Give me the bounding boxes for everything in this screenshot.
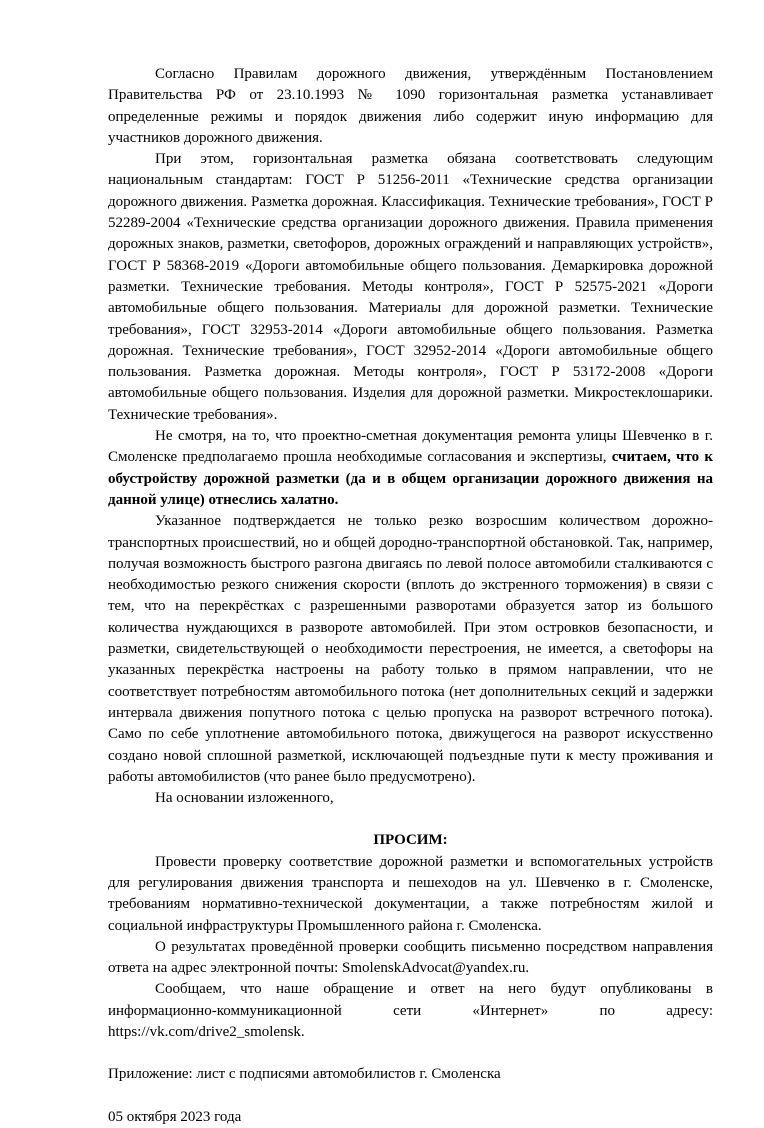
- attachment-note: Приложение: лист с подписями автомобилистов г. Смоленска: [108, 1066, 501, 1083]
- request-heading: ПРОСИМ:: [373, 832, 448, 849]
- negligence-normal-text: Не смотря, на то, что проектно-сметная документация ремонта улицы Шевченко в г. Смоленске предполагаемо прошла необходимые согласования и экспертизы,: [108, 428, 713, 466]
- paragraph-request-check: Провести проверку соответствие дорожной разметки и вспомогательных устройств для регулирования движения транспорта и пешеходов на ул. Шевченко в г. Смоленске, требованиям нормативно-технической документации, а также потребностям жилой и социальной инфраструктуры Промышленного района г. Смоленска.: [108, 853, 713, 934]
- paragraph-intro: Согласно Правилам дорожного движения, утверждённым Постановлением Правительства РФ от 23.10.1993 № 1090 горизонтальная разметка устанавливает определенные режимы и порядок движения либо содержит иную информацию для участников дорожного движения.: [108, 66, 713, 146]
- document-page: [108, 64, 713, 1128]
- negligence-bold-claim: считаем, что к обустройству дорожной разметки (да и в общем организации дорожного движения на данной улице) отнеслись халатно.: [108, 449, 713, 508]
- paragraph-request-reply: О результатах проведённой проверки сообщить письменно посредством направления ответа на адрес электронной почты: SmolenskAdvocat@yandex.ru.: [108, 938, 713, 977]
- paragraph-publication: Сообщаем, что наше обращение и ответ на него будут опубликованы в информационно-коммуникационной сети «Интернет» по адресу: https://vk.com/drive2_smolensk.: [108, 981, 713, 1041]
- paragraph-standards: При этом, горизонтальная разметка обязана соответствовать следующим национальным стандартам: ГОСТ Р 51256-2011 «Технические средства организации дорожного движения. Разметка дорожная. Классификация. Технические требования», ГОСТ Р 52289-2004 «Технические средства организации дорожного движения. Правила применения дорожных знаков, разметки, светофоров, дорожных ограждений и направляющих устройств», ГОСТ Р 58368-2019 «Дороги автомобильные общего пользования. Демаркировка дорожной разметки. Технические требования. Методы контроля», ГОСТ Р 52575-2021 «Дороги автомобильные общего пользования. Материалы для дорожной разметки. Технические требования», ГОСТ 32953-2014 «Дороги автомобильные общего пользования. Разметка дорожная. Технические требования», ГОСТ 32952-2014 «Дороги автомобильные общего пользования. Разметка дорожная. Методы контроля», ГОСТ Р 53172-2008 «Дороги автомобильные общего пользования. Изделия для дорожной разметки. Микростеклошарики. Технические требования».: [108, 151, 713, 423]
- paragraph-negligence: [108, 426, 713, 511]
- document-date: 05 октября 2023 года: [108, 1108, 242, 1125]
- paragraph-basis: На основании изложенного,: [155, 790, 334, 807]
- paragraph-evidence: Указанное подтверждается не только резко возросшим количеством дорожно-транспортных происшествий, но и общей дородно-транспортной обстановкой. Так, например, получая возможность быстрого разгона двигаясь по левой полосе автомобили сталкиваются с необходимостью резкого снижения скорости (вплоть до экстренного торможения) в связи с тем, что на перекрёстках с разрешенными разворотами образуется затор из большого количества нуждающихся в развороте автомобилей. При этом островков безопасности, и разметки, свидетельствующей о необходимости перестроения, не имеется, а светофоры на указанных перекрёстка настроены на работу только в прямом направлении, что не соответствует потребностям автомобильного потока (нет дополнительных секций и задержки интервала движения попутного потока с целью пропуска на разворот встречного потока). Само по себе уплотнение автомобильного потока, движущегося на разворот искусственно создано новой сплошной разметкой, исключающей подъездные пути к месту проживания и работы автомобилистов (что ранее было предусмотрено).: [108, 513, 713, 785]
